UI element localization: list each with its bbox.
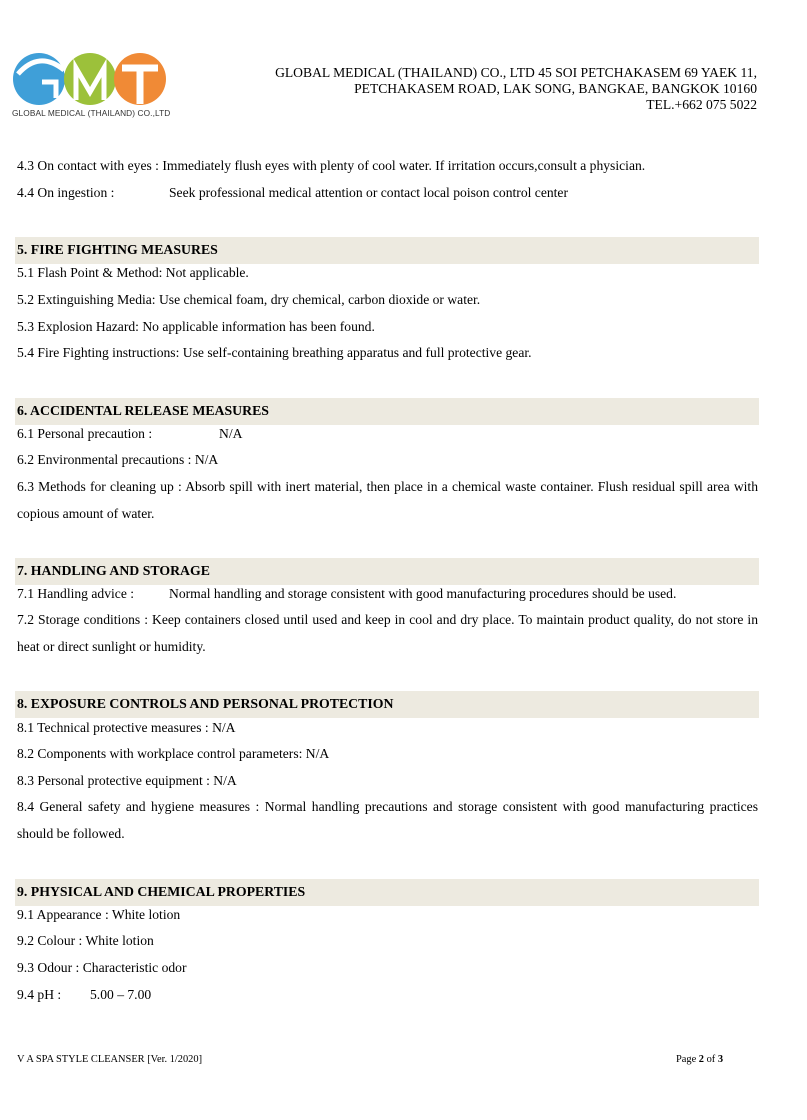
item-9-4 xyxy=(17,987,151,1003)
section-title: 8. EXPOSURE CONTROLS AND PERSONAL PROTECTION xyxy=(17,696,394,711)
item-4-4 xyxy=(17,185,568,201)
item-text: Normal handling and storage consistent with good manufacturing procedures should be used. xyxy=(169,586,677,601)
section-title: 9. PHYSICAL AND CHEMICAL PROPERTIES xyxy=(17,884,306,899)
item-label: 6.2 Environmental precautions : xyxy=(17,452,195,467)
item-label: 6.3 Methods for cleaning up : xyxy=(17,479,186,494)
section-header-5 xyxy=(15,237,759,264)
item-text: Seek professional medical attention or contact local poison control center xyxy=(169,185,568,200)
section-title: 7. HANDLING AND STORAGE xyxy=(17,563,210,578)
section-header-8 xyxy=(15,691,759,718)
item-7-2 xyxy=(17,607,758,660)
company-line-1: GLOBAL MEDICAL (THAILAND) CO., LTD 45 SOI PETCHAKASEM 69 YAEK 11, xyxy=(275,65,757,80)
section-title: 6. ACCIDENTAL RELEASE MEASURES xyxy=(17,403,269,418)
logo-circle-m xyxy=(64,53,116,105)
company-logo xyxy=(12,52,172,122)
item-8-4: 8.4 General safety and hygiene measures : Normal handling precautions and storage consistent with good manufacturing practices should be followed. xyxy=(17,799,758,841)
item-6-1 xyxy=(17,426,242,442)
item-8-3: 8.3 Personal protective equipment : N/A xyxy=(17,773,237,788)
section-header-7 xyxy=(15,558,759,585)
item-label: 7.1 Handling advice : xyxy=(17,586,135,601)
section-header-9 xyxy=(15,879,759,906)
item-5-4: 5.4 Fire Fighting instructions: Use self-containing breathing apparatus and full protective gear. xyxy=(17,345,532,360)
item-label: 4.4 On ingestion : xyxy=(17,185,115,200)
item-text: Keep containers closed until used and keep in cool and dry place. To maintain product quality, do not store in heat or direct sunlight or humidity. xyxy=(17,612,758,654)
page-current: 2 xyxy=(698,1054,704,1065)
item-9-2: 9.2 Colour : White lotion xyxy=(17,933,154,948)
company-line-2: PETCHAKASEM ROAD, LAK SONG, BANGKAE, BANGKOK 10160 xyxy=(354,81,757,96)
section-header-6 xyxy=(15,398,759,425)
footer-page-number xyxy=(676,1054,723,1065)
item-5-1: 5.1 Flash Point & Method: Not applicable. xyxy=(17,265,249,280)
item-4-3 xyxy=(17,158,645,174)
item-label: 4.3 On contact with eyes : xyxy=(17,158,163,173)
item-label: 6.1 Personal precaution : xyxy=(17,426,153,441)
footer-document-name: V A SPA STYLE CLEANSER [Ver. 1/2020] xyxy=(17,1054,203,1065)
item-5-3: 5.3 Explosion Hazard: No applicable information has been found. xyxy=(17,319,375,334)
item-6-3 xyxy=(17,474,758,527)
item-9-1: 9.1 Appearance : White lotion xyxy=(17,907,181,922)
gmt-logo-icon xyxy=(12,52,172,107)
section-title: 5. FIRE FIGHTING MEASURES xyxy=(17,242,218,257)
logo-caption: GLOBAL MEDICAL (THAILAND) CO.,LTD xyxy=(12,108,171,118)
item-5-2: 5.2 Extinguishing Media: Use chemical foam, dry chemical, carbon dioxide or water. xyxy=(17,292,481,307)
ph-value: 5.00 – 7.00 xyxy=(90,987,152,1002)
company-address xyxy=(275,65,757,113)
item-text: Immediately flush eyes with plenty of cool water. If irritation occurs,consult a physician. xyxy=(162,158,646,173)
item-7-1 xyxy=(17,586,676,602)
page-prefix: Page xyxy=(676,1054,699,1065)
item-text: N/A xyxy=(194,452,219,467)
item-text: N/A xyxy=(219,426,243,441)
page-mid: of xyxy=(704,1054,718,1065)
item-text: Absorb spill with inert material, then place in a chemical waste container. Flush residual spill area with copious amount of water. xyxy=(17,479,758,521)
page-total: 3 xyxy=(717,1054,724,1065)
item-label: 7.2 Storage conditions : xyxy=(17,612,153,627)
item-9-3: 9.3 Odour : Characteristic odor xyxy=(17,960,187,975)
item-8-1: 8.1 Technical protective measures : N/A xyxy=(17,720,236,735)
item-label: 9.4 pH : xyxy=(17,987,62,1002)
item-6-2 xyxy=(17,452,218,468)
item-8-2: 8.2 Components with workplace control parameters: N/A xyxy=(17,746,330,761)
company-line-3: TEL.+662 075 5022 xyxy=(646,97,757,112)
